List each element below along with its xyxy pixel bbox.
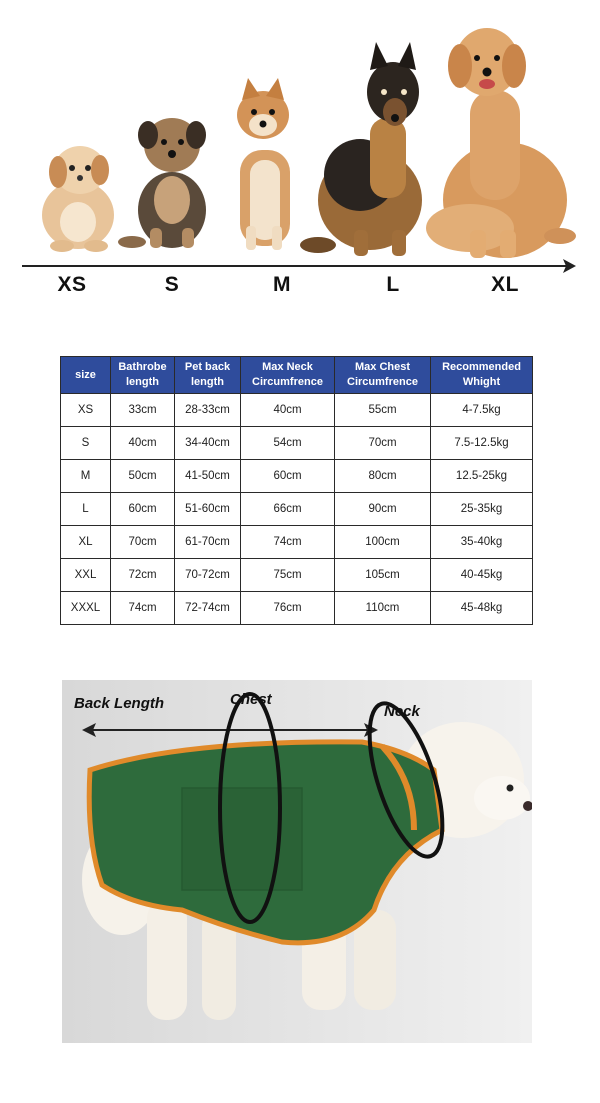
header-size: size — [61, 357, 111, 394]
back-length-label: Back Length — [74, 695, 165, 712]
cell-max-neck: 74cm — [241, 526, 335, 559]
cell-max-chest: 55cm — [335, 394, 431, 427]
cell-max-neck: 66cm — [241, 493, 335, 526]
cell-bathrobe-length: 74cm — [111, 592, 175, 625]
cell-size: XXXL — [61, 592, 111, 625]
cell-pet-back-length: 70-72cm — [175, 559, 241, 592]
cell-pet-back-length: 61-70cm — [175, 526, 241, 559]
cell-max-chest: 100cm — [335, 526, 431, 559]
table-row — [61, 526, 533, 559]
cell-pet-back-length: 34-40cm — [175, 427, 241, 460]
size-label-m: M — [273, 273, 291, 296]
neck-label: Neck — [384, 703, 420, 720]
dog-m-image — [237, 78, 290, 250]
cell-max-chest: 70cm — [335, 427, 431, 460]
cell-bathrobe-length: 60cm — [111, 493, 175, 526]
cell-max-neck: 60cm — [241, 460, 335, 493]
dog-xl-image — [426, 28, 576, 258]
cell-size: XS — [61, 394, 111, 427]
cell-recommended-weight: 7.5-12.5kg — [431, 427, 533, 460]
cell-max-neck: 76cm — [241, 592, 335, 625]
cell-size: L — [61, 493, 111, 526]
dog-size-lineup — [0, 0, 600, 320]
cell-max-neck: 54cm — [241, 427, 335, 460]
header-recommended-weight: Recommended Whight — [431, 357, 533, 394]
cell-pet-back-length: 72-74cm — [175, 592, 241, 625]
cell-size: M — [61, 460, 111, 493]
cell-size: XXL — [61, 559, 111, 592]
size-label-l: L — [386, 273, 400, 296]
header-pet-back-length: Pet back length — [175, 357, 241, 394]
cell-bathrobe-length: 33cm — [111, 394, 175, 427]
chest-label: Chest — [230, 691, 272, 708]
size-label-xl: XL — [491, 273, 519, 296]
size-chart-table — [60, 356, 533, 625]
header-max-chest: Max Chest Circumfrence — [335, 357, 431, 394]
cell-bathrobe-length: 50cm — [111, 460, 175, 493]
table-header-row — [61, 357, 533, 394]
table-row — [61, 394, 533, 427]
header-bathrobe-length: Bathrobe length — [111, 357, 175, 394]
cell-size: S — [61, 427, 111, 460]
table-row — [61, 427, 533, 460]
cell-recommended-weight: 4-7.5kg — [431, 394, 533, 427]
dog-xs-image — [42, 146, 114, 252]
cell-max-chest: 110cm — [335, 592, 431, 625]
cell-max-chest: 80cm — [335, 460, 431, 493]
size-label-xs: XS — [57, 273, 87, 296]
dog-l-image — [300, 42, 422, 256]
size-label-s: S — [164, 273, 180, 296]
cell-bathrobe-length: 70cm — [111, 526, 175, 559]
cell-recommended-weight: 40-45kg — [431, 559, 533, 592]
cell-max-chest: 105cm — [335, 559, 431, 592]
cell-recommended-weight: 35-40kg — [431, 526, 533, 559]
cell-recommended-weight: 45-48kg — [431, 592, 533, 625]
table-row — [61, 592, 533, 625]
dog-lineup-illustration — [0, 0, 600, 320]
cell-pet-back-length: 28-33cm — [175, 394, 241, 427]
table-row — [61, 460, 533, 493]
dog-in-bathrobe-image — [62, 680, 532, 1043]
cell-pet-back-length: 51-60cm — [175, 493, 241, 526]
cell-size: XL — [61, 526, 111, 559]
table-row — [61, 493, 533, 526]
cell-bathrobe-length: 40cm — [111, 427, 175, 460]
cell-recommended-weight: 25-35kg — [431, 493, 533, 526]
cell-max-neck: 40cm — [241, 394, 335, 427]
cell-max-neck: 75cm — [241, 559, 335, 592]
dog-s-image — [118, 118, 206, 248]
measuring-diagram — [62, 680, 532, 1043]
table-row — [61, 559, 533, 592]
cell-pet-back-length: 41-50cm — [175, 460, 241, 493]
cell-bathrobe-length: 72cm — [111, 559, 175, 592]
cell-recommended-weight: 12.5-25kg — [431, 460, 533, 493]
cell-max-chest: 90cm — [335, 493, 431, 526]
header-max-neck: Max Neck Circumfrence — [241, 357, 335, 394]
